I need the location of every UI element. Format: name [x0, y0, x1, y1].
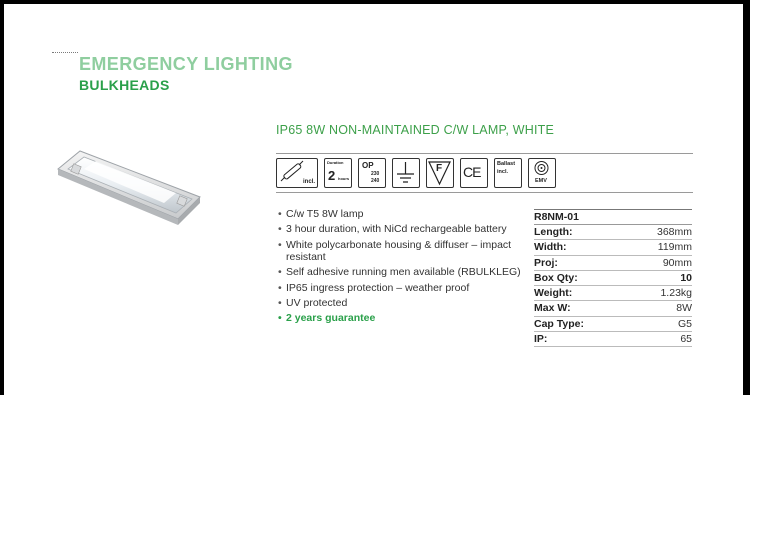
dotted-leader	[52, 52, 78, 53]
product-title: IP65 8W NON-MAINTAINED C/W LAMP, WHITE	[276, 123, 554, 137]
f-mark-icon	[426, 158, 454, 188]
spec-value: 65	[680, 333, 692, 346]
table-row	[534, 240, 692, 255]
table-row	[534, 317, 692, 332]
product-code: R8NM-01	[534, 210, 692, 225]
op-voltage-icon	[358, 158, 386, 188]
op-voltage-2: 240	[371, 178, 380, 184]
spec-value: G5	[677, 317, 692, 330]
section-heading: EMERGENCY LIGHTING	[79, 54, 293, 74]
spec-label: Cap Type:	[534, 317, 584, 330]
op-voltage-1: 230	[371, 171, 380, 177]
spec-value: 10	[680, 271, 692, 284]
ballast-label: Ballast	[497, 161, 516, 167]
table-row	[534, 301, 692, 316]
table-row	[534, 225, 692, 240]
emv-icon	[528, 158, 556, 188]
spec-value: 119mm	[657, 241, 692, 254]
spec-label: IP:	[534, 333, 548, 346]
table-row	[534, 332, 692, 347]
duration-icon	[324, 158, 352, 188]
spec-value: 90mm	[662, 256, 692, 269]
list-item: • C/w T5 8W lamp	[278, 208, 523, 221]
section-subheading: BULKHEADS	[79, 77, 170, 93]
certification-icon-strip	[276, 153, 693, 193]
guarantee-item: • 2 years guarantee	[278, 312, 523, 325]
spec-value: 368mm	[656, 226, 692, 238]
spec-label: Weight:	[534, 287, 573, 300]
table-row	[534, 256, 692, 271]
list-item: • Self adhesive running men available (RBULKLEG)	[278, 266, 523, 279]
ballast-included-icon	[494, 158, 522, 188]
list-item: • 3 hour duration, with NiCd rechargeable battery	[278, 223, 523, 236]
op-label: OP	[362, 161, 374, 170]
table-row	[534, 271, 692, 286]
duration-label: Duration	[327, 160, 344, 165]
spec-label: Length:	[534, 226, 573, 238]
spec-table	[534, 209, 692, 347]
page-frame-right	[743, 0, 750, 395]
feature-list	[278, 208, 523, 328]
spec-label: Proj:	[534, 256, 558, 269]
ballast-incl-text: incl.	[497, 169, 509, 175]
spec-label: Max W:	[534, 302, 571, 315]
list-item: • White polycarbonate housing & diffuser – impact resistant	[278, 239, 523, 264]
ce-mark-text: CE	[463, 164, 481, 180]
earth-ground-icon	[392, 158, 420, 188]
spec-value: 8W	[676, 302, 692, 315]
bulkhead-lamp-image	[46, 145, 206, 230]
spec-value: 1.23kg	[660, 287, 692, 300]
page-frame-top	[0, 0, 750, 4]
lamp-incl-text: incl.	[302, 179, 315, 185]
page-frame-left	[0, 0, 4, 395]
spec-label: Box Qty:	[534, 271, 578, 284]
ce-mark-icon	[460, 158, 488, 188]
table-row	[534, 286, 692, 301]
list-item: • UV protected	[278, 297, 523, 310]
list-item: • IP65 ingress protection – weather proof	[278, 282, 523, 295]
lamp-included-icon	[276, 158, 318, 188]
duration-unit: hours	[338, 176, 350, 181]
f-mark-text: F	[436, 163, 443, 174]
spec-label: Width:	[534, 241, 567, 254]
emv-label: EMV	[535, 178, 547, 184]
duration-value: 2	[328, 168, 336, 183]
